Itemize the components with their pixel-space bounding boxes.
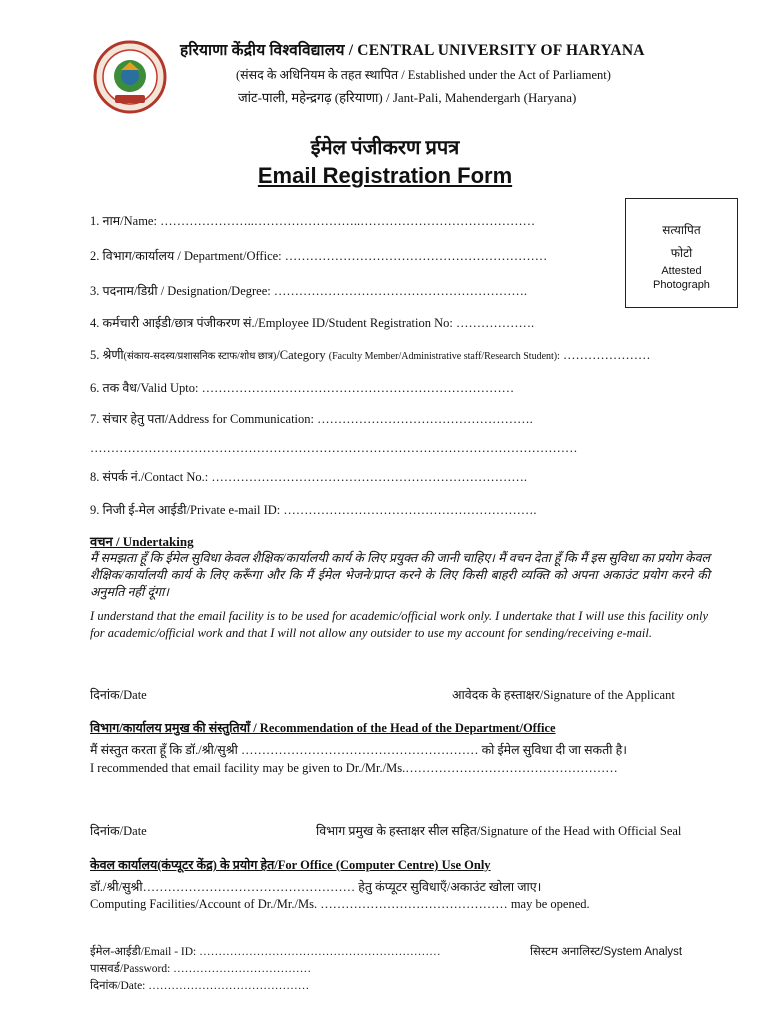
form-title-hindi: ईमेल पंजीकरण प्रपत्र <box>310 137 460 159</box>
email-id-line: ईमेल-आईडी/Email - ID: ……………………………………………………… <box>90 946 441 958</box>
field-label-small: (संकाय-सदस्य/प्रशासनिक स्टाफ/शोध छात्र) <box>123 351 277 362</box>
system-analyst-label: सिस्टम अनालिस्ट/System Analyst <box>530 946 683 958</box>
head-date-label: दिनांक/Date <box>90 824 147 838</box>
undertaking-hindi: मैं समझता हूँ कि ईमेल सुविधा केवल शैक्षिक/कार्यालयी कार्य के लिए प्रयुक्त की जानी चाहिए। मैं वचन देता हूँ कि मैं इस सुविधा का प्रयोग केवल शैक्षिक/कार्यालयी कार्य के लिए करूँगा और कि मैं ईमेल भेजने/प्राप्त करने के लिए किसी बाहरी व्यक्ति को अपना अकाउंट प्रयोग करने की अनुमति नहीं दूंगा। <box>90 551 710 599</box>
university-title: हरियाणा केंद्रीय विश्वविद्यालय / CENTRAL UNIVERSITY OF HARYANA <box>180 42 645 59</box>
date-line: दिनांक/Date: …………………………………… <box>90 980 310 992</box>
field-label-2: /Category <box>276 348 326 362</box>
field-label: 6. तक वैध/Valid Upto: <box>90 381 199 395</box>
field-label: 9. निजी ई-मेल आईडी/Private e-mail ID: <box>90 503 281 517</box>
password-line: पासवर्ड/Password: ……………………………… <box>90 963 312 975</box>
applicant-signature-label: आवेदक के हस्ताक्षर/Signature of the Applicant <box>452 688 675 702</box>
field-label: 2. विभाग/कार्यालय / Department/Office: <box>90 249 282 263</box>
field-dots: ………………. <box>456 316 535 330</box>
photo-box-label-en-2: Photograph <box>653 279 710 291</box>
category-field[interactable] <box>90 346 651 363</box>
private-email-field[interactable] <box>90 501 537 518</box>
field-label: 7. संचार हेतु पता/Address for Communication: <box>90 412 314 426</box>
undertaking-english: I understand that the email facility is to be used for academic/official work only. I undertake that I will use this facility only for academic/official work and that I will not allow any outsider to use my account for sending/receiving e-mail. <box>90 609 708 640</box>
field-label: 3. पदनाम/डिग्री / Designation/Degree: <box>90 284 271 298</box>
photo-box-label-en-1: Attested <box>661 265 702 277</box>
field-dots: …………………………………………………………………. <box>211 470 527 484</box>
undertaking-heading: वचन / Undertaking <box>90 534 194 549</box>
form-title-english: Email Registration Form <box>257 163 513 188</box>
photo-box-label-hindi-1: सत्यापित <box>662 223 701 237</box>
name-field[interactable] <box>90 212 535 229</box>
field-label-small-2: (Faculty Member/Administrative staff/Research Student): <box>328 351 560 362</box>
address-field-line-2[interactable] <box>90 441 578 456</box>
employee-id-field[interactable] <box>90 314 534 331</box>
field-dots: ……………………………………………………. <box>283 503 537 517</box>
photo-box[interactable] <box>625 198 738 308</box>
recommendation-hindi: मैं संस्तुत करता हूँ कि डॉ./श्री/सुश्री ………………………………………………… को ईमेल सुविधा दी जा सकती है। <box>90 743 627 757</box>
head-signature-label: विभाग प्रमुख के हस्ताक्षर सील सहित/Signature of the Head with Official Seal <box>316 824 682 838</box>
valid-upto-field[interactable] <box>90 379 514 396</box>
department-field[interactable] <box>90 247 547 264</box>
field-label: 1. नाम/Name: <box>90 214 157 228</box>
field-dots: ……………………………………………………………………………………………………… <box>90 441 578 455</box>
field-dots: ………………… <box>563 348 651 362</box>
field-label: 8. संपर्क नं./Contact No.: <box>90 470 209 484</box>
established-line: (संसद के अधिनियम के तहत स्थापित / Established under the Act of Parliament) <box>236 68 611 82</box>
office-use-hindi: डॉ./श्री/सुश्री…………………………………………… हेतु कंप्यूटर सुविधाएँ/अकाउंट खोला जाए। <box>90 880 542 894</box>
photo-box-label-hindi-2: फोटो <box>670 246 693 260</box>
recommendation-heading: विभाग/कार्यालय प्रमुख की संस्तुतियाँ / Recommendation of the Head of the Department/Office <box>90 721 556 735</box>
contact-field[interactable] <box>90 468 527 485</box>
field-label: 5. श्रेणी <box>90 348 124 362</box>
address-field[interactable] <box>90 410 533 427</box>
location-line: जांट-पाली, महेन्द्रगढ़ (हरियाणा) / Jant-Pali, Mahendergarh (Haryana) <box>238 90 577 105</box>
university-seal-icon <box>93 40 167 114</box>
designation-field[interactable] <box>90 282 527 299</box>
applicant-date-label: दिनांक/Date <box>90 688 147 702</box>
office-use-english: Computing Facilities/Account of Dr./Mr./Ms. ……………………………………… may be opened. <box>90 897 590 911</box>
field-dots: …………………..……………………..…………………………………… <box>160 214 536 228</box>
office-use-heading: केवल कार्यालय(कंप्यूटर केंद्र) के प्रयोग हेत/For Office (Computer Centre) Use Only <box>90 858 491 872</box>
field-label: 4. कर्मचारी आईडी/छात्र पंजीकरण सं./Employee ID/Student Registration No: <box>90 316 453 330</box>
field-dots: ………………………………………………………………… <box>201 381 515 395</box>
field-dots: ……………………………………………………… <box>284 249 548 263</box>
field-dots: ……………………………………………………. <box>273 284 527 298</box>
field-dots: ……………………………………………. <box>317 412 533 426</box>
recommendation-english: I recommended that email facility may be given to Dr./Mr./Ms.…………………………………………… <box>90 761 618 775</box>
